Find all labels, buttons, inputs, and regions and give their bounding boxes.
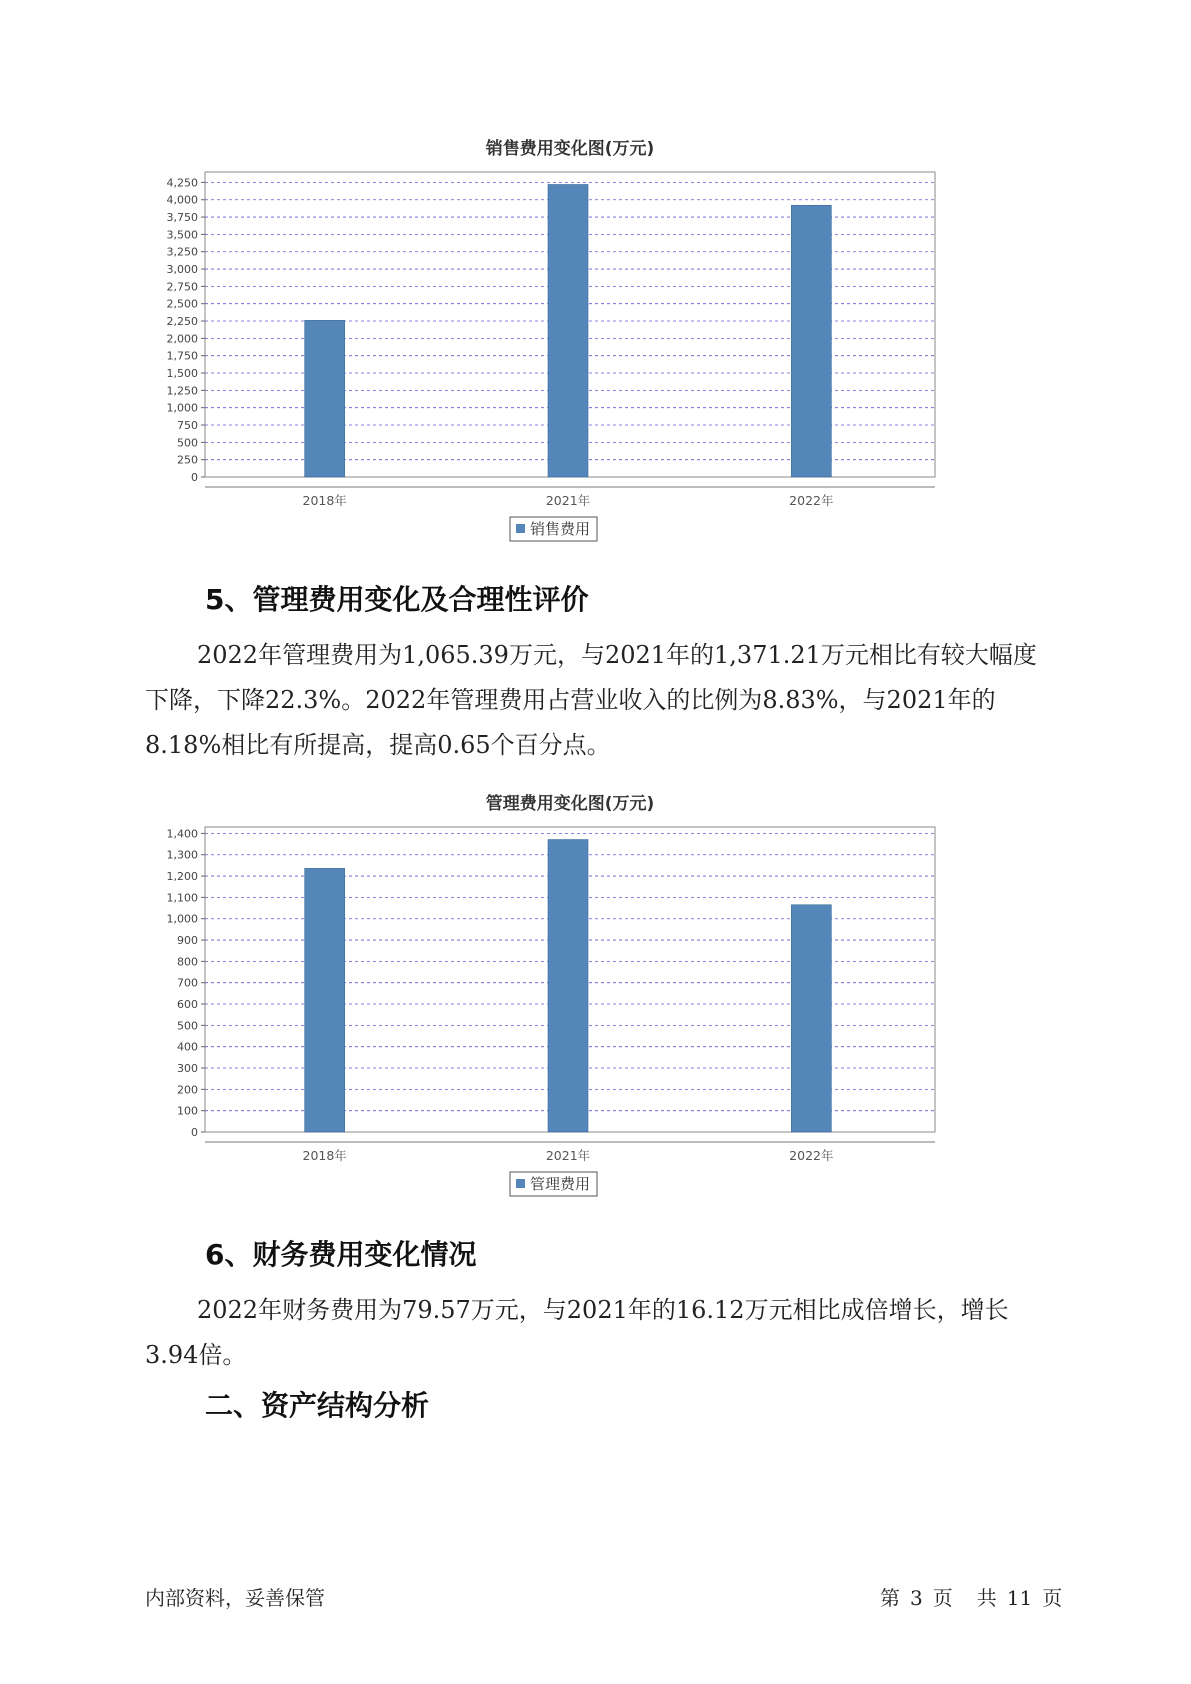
sales-chart-ytick-label: 2,750 — [166, 280, 198, 294]
admin-chart-legend-swatch — [516, 1179, 525, 1188]
footer-confidential-note: 内部资料，妥善保管 — [145, 1586, 325, 1610]
section-5-heading: 5、管理费用变化及合理性评价 — [205, 583, 589, 616]
admin-chart-ytick-label: 1,400 — [166, 827, 198, 841]
sales-chart-ytick-label: 4,000 — [166, 193, 198, 207]
sales-chart-ytick-label: 3,500 — [166, 228, 198, 242]
admin-chart-ytick-label: 200 — [177, 1083, 198, 1097]
sales-chart-category-label: 2022年 — [789, 493, 834, 508]
sales-chart-ytick-label: 0 — [191, 471, 198, 484]
sales-chart-bar-3 — [791, 205, 831, 477]
page-total: 11 — [1006, 1586, 1033, 1610]
sales-chart-ytick-label: 3,250 — [166, 245, 198, 259]
total-unit: 页 — [1042, 1586, 1063, 1610]
page-current: 3 — [910, 1586, 923, 1610]
admin-chart-ytick-label: 700 — [177, 976, 198, 990]
sales-chart-ytick-label: 1,000 — [166, 401, 198, 415]
section-6-paragraph: 2022年财务费用为79.57万元，与2021年的16.12万元相比成倍增长，增长3.94倍。 — [145, 1296, 1009, 1369]
sales-expense-chart — [150, 168, 990, 558]
sales-chart-ytick-label: 1,750 — [166, 349, 198, 363]
sales-chart-ytick-label: 2,500 — [166, 297, 198, 311]
page-unit: 页 — [932, 1586, 953, 1610]
admin-chart-ytick-label: 500 — [177, 1019, 198, 1033]
page-prefix: 第 — [880, 1586, 900, 1610]
admin-chart-category-label: 2018年 — [302, 1148, 347, 1163]
admin-expense-chart — [150, 823, 990, 1213]
sales-chart-ytick-label: 4,250 — [166, 176, 198, 190]
admin-chart-category-label: 2021年 — [545, 1148, 591, 1163]
admin-chart-ytick-label: 100 — [177, 1104, 198, 1118]
section-6-heading: 6、财务费用变化情况 — [205, 1238, 477, 1271]
total-prefix: 共 — [976, 1586, 997, 1610]
sales-chart-ytick-label: 2,000 — [166, 332, 198, 346]
sales-chart-category-label: 2021年 — [545, 493, 591, 508]
part-2-heading: 二、资产结构分析 — [205, 1389, 430, 1422]
admin-chart-ytick-label: 1,300 — [166, 848, 198, 862]
admin-chart-ytick-label: 900 — [177, 934, 198, 948]
chart-2-title: 管理费用变化图(万元) — [485, 794, 655, 814]
admin-chart-ytick-label: 400 — [177, 1040, 198, 1054]
admin-chart-ytick-label: 600 — [177, 998, 198, 1012]
chart-1-title: 销售费用变化图(万元) — [485, 139, 655, 159]
admin-chart-ytick-label: 300 — [177, 1062, 198, 1076]
sales-chart-legend-label: 销售费用 — [530, 520, 591, 538]
sales-chart-ytick-label: 1,500 — [166, 367, 198, 381]
admin-chart-ytick-label: 1,100 — [166, 891, 198, 905]
admin-chart-ytick-label: 1,200 — [166, 870, 198, 884]
admin-chart-bar-2 — [548, 840, 588, 1132]
sales-chart-bar-1 — [305, 320, 345, 477]
sales-chart-legend-swatch — [516, 524, 525, 533]
sales-chart-ytick-label: 2,250 — [166, 315, 198, 329]
sales-chart-ytick-label: 3,750 — [166, 211, 198, 225]
sales-chart-ytick-label: 250 — [177, 453, 198, 467]
sales-chart-ytick-label: 1,250 — [166, 384, 198, 398]
sales-chart-ytick-label: 750 — [177, 419, 198, 433]
admin-chart-bar-3 — [791, 905, 831, 1132]
sales-chart-category-label: 2018年 — [302, 493, 347, 508]
admin-chart-category-label: 2022年 — [789, 1148, 834, 1163]
admin-chart-legend-label: 管理费用 — [530, 1175, 591, 1193]
admin-chart-ytick-label: 0 — [191, 1126, 198, 1139]
admin-chart-bar-1 — [305, 868, 345, 1132]
sales-chart-ytick-label: 3,000 — [166, 263, 198, 277]
sales-chart-bar-2 — [548, 184, 588, 477]
footer-page-number — [880, 1582, 1072, 1611]
admin-chart-ytick-label: 1,000 — [166, 912, 198, 926]
sales-chart-ytick-label: 500 — [177, 436, 198, 450]
admin-chart-ytick-label: 800 — [177, 955, 198, 969]
section-5-paragraph: 2022年管理费用为1,065.39万元，与2021年的1,371.21万元相比有较大幅度下降，下降22.3%。2022年管理费用占营业收入的比例为8.83%，与2021年的8.18%相比有所提高，提高0.65个百分点。 — [145, 641, 1037, 759]
